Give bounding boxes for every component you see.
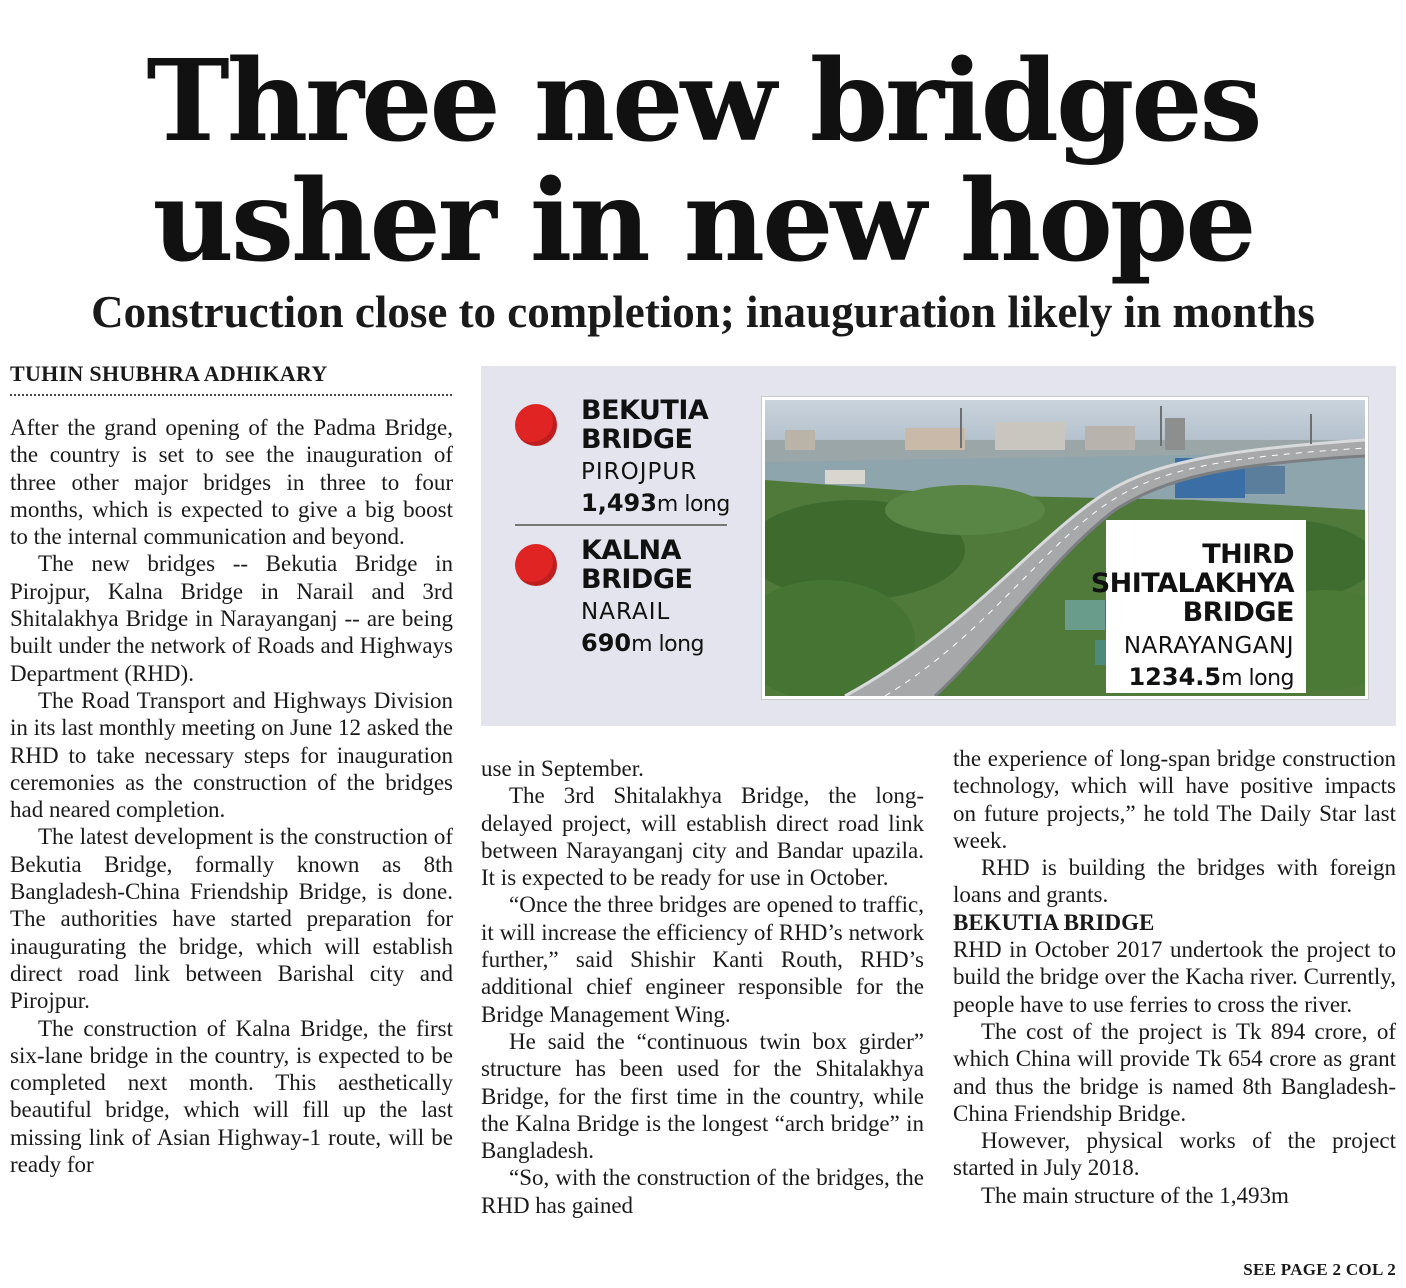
bridge-name-line: BRIDGE xyxy=(581,564,693,595)
bridge-length-value: 1,493 xyxy=(581,489,657,517)
bridge-length-unit: m long xyxy=(656,492,730,517)
paragraph: The latest development is the construction of Bekutia Bridge, formally known as 8th Bangladesh-China Friendship Bridge, is done. The authorities have started preparation for inaugurating the bridge, which will establish direct road link between Barishal city and Pirojpur. xyxy=(10,824,453,1014)
bridge-name xyxy=(1091,540,1294,627)
paragraph: The main structure of the 1,493m xyxy=(981,1182,1289,1208)
paragraph: The construction of Kalna Bridge, the first six-lane bridge in the country, is expected to be completed next month. This aesthetically beautiful bridge, which will fill up the last missing link of Asian Highway-1 route, will be ready for xyxy=(10,1015,453,1178)
bridge-name-line: SHITALAKHYA xyxy=(1090,568,1294,599)
bridge-length xyxy=(1128,662,1294,694)
bridge-length-value: 690 xyxy=(581,629,632,657)
headline xyxy=(0,36,1406,287)
bridge-location: NARAYANGANJ xyxy=(1123,633,1294,659)
paragraph: the experience of long-span bridge construction technology, which will have positive impacts on future projects,” he told The Daily Star last week. xyxy=(953,746,1396,853)
bridge-name-line: BRIDGE xyxy=(581,424,693,455)
paragraph: The 3rd Shitalakhya Bridge, the long-delayed project, will establish direct road link between Narayanganj city and Bandar upazila. It is expected to be ready for use in October. xyxy=(481,783,924,891)
bridge-name-line: BRIDGE xyxy=(1182,597,1294,628)
paragraph: RHD in October 2017 undertook the project to build the bridge over the Kacha river. Currently, people have to use ferries to cross the river. xyxy=(953,937,1396,1017)
bridge-length-value: 1234.5 xyxy=(1128,663,1222,691)
bridge-name-line: THIRD xyxy=(1202,539,1294,570)
bridge-location: NARAIL xyxy=(581,599,671,625)
paragraph: “Once the three bridges are opened to traffic, it will increase the efficiency of RHD’s network further,” said Shishir Kanti Routh, RHD’s additional chief engineer responsible for the Bridge Management Wing. xyxy=(481,892,924,1027)
paragraph: He said the “continuous twin box girder” structure has been used for the Shitalakhya Bridge, for the first time in the country, while the Kalna Bridge is the longest “arch bridge” in Bangladesh. xyxy=(481,1028,924,1164)
red-dot-icon xyxy=(515,544,557,586)
section-heading: BEKUTIA BRIDGE xyxy=(953,909,1155,935)
bridge-name xyxy=(581,396,708,454)
bridge-length xyxy=(581,488,730,520)
article-column-1 xyxy=(10,414,453,1178)
shitalakhya-bridge-label xyxy=(1090,520,1306,693)
continued-on-link[interactable]: SEE PAGE 2 COL 2 xyxy=(1243,1260,1396,1279)
red-dot-icon xyxy=(515,404,557,446)
article-column-3 xyxy=(953,745,1396,1209)
headline-line-2: usher in new hope xyxy=(152,156,1254,287)
subheadline: Construction close to completion; inauguration likely in months xyxy=(91,287,1315,337)
paragraph: The cost of the project is Tk 894 crore, of which China will provide Tk 654 crore as grant and thus the bridge is named 8th Bangladesh-China Friendship Bridge. xyxy=(953,1018,1396,1126)
bridge-location: PIROJPUR xyxy=(581,459,698,485)
bridge-length-unit: m long xyxy=(631,632,705,657)
paragraph: The new bridges -- Bekutia Bridge in Pirojpur, Kalna Bridge in Narail and 3rd Shitalakhya Bridge in Narayanganj -- are being built under the network of Roads and Highways Department (RHD). xyxy=(10,551,453,686)
paragraph: RHD is building the bridges with foreign loans and grants. xyxy=(953,855,1396,908)
paragraph: However, physical works of the project started in July 2018. xyxy=(953,1128,1396,1181)
paragraph: The Road Transport and Highways Division in its last monthly meeting on June 12 asked the RHD to take necessary steps for inauguration ceremonies as the construction of the bridges had neared completion. xyxy=(10,687,453,823)
bridge-length xyxy=(581,628,704,660)
bridge-name xyxy=(581,536,692,594)
paragraph: use in September. xyxy=(481,756,644,781)
paragraph: “So, with the construction of the bridges, the RHD has gained xyxy=(481,1165,924,1218)
headline-line-1: Three new bridges xyxy=(146,36,1260,167)
divider xyxy=(515,524,727,526)
bridge-name-line: BEKUTIA xyxy=(581,395,709,426)
byline: TUHIN SHUBHRA ADHIKARY xyxy=(10,360,452,396)
bridges-infographic xyxy=(481,366,1396,726)
article-column-2 xyxy=(481,755,924,1219)
paragraph: After the grand opening of the Padma Bridge, the country is set to see the inauguration of three other major bridges in three to four months, which is expected to give a big boost to the internal communication and beyond. xyxy=(10,415,453,550)
bridge-name-line: KALNA xyxy=(581,535,682,566)
bridge-length-unit: m long xyxy=(1221,666,1294,691)
